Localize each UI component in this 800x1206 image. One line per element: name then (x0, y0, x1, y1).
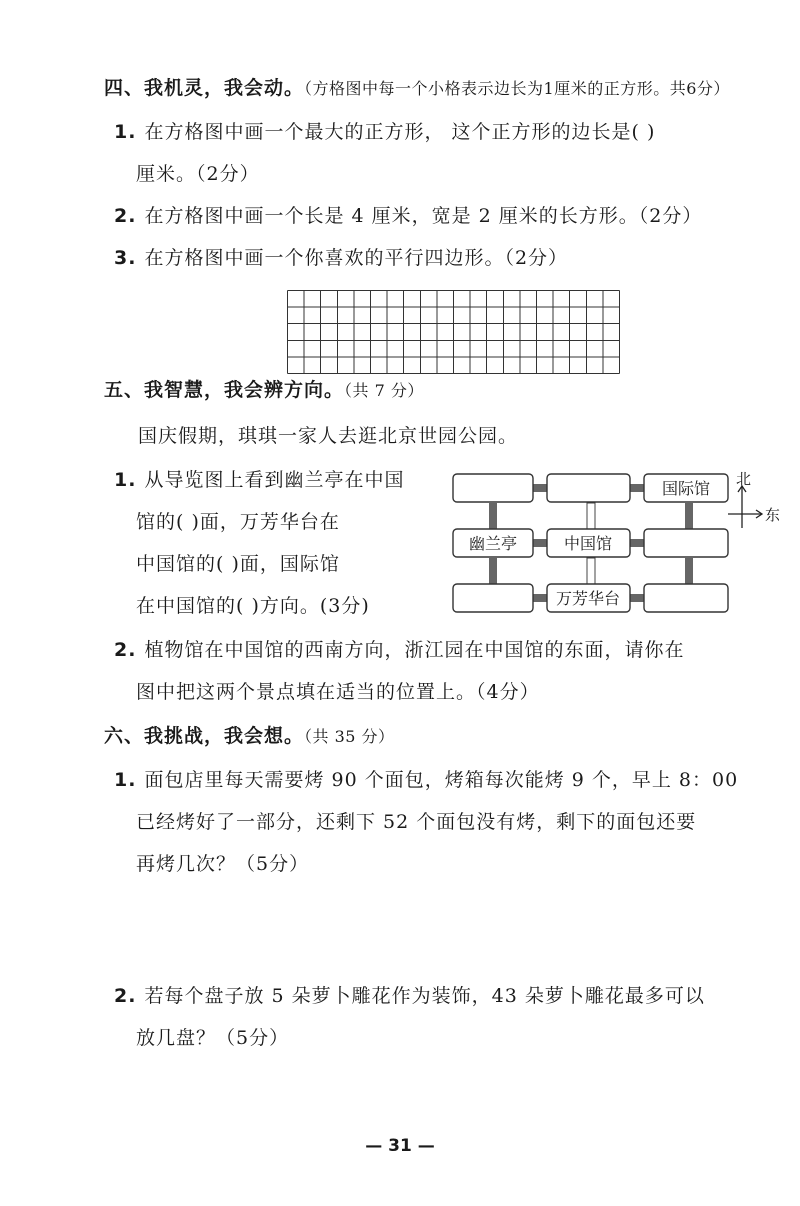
path-v (489, 503, 497, 530)
s4-q3-number: 3. (114, 247, 137, 269)
label-international-pavilion: 国际馆 (661, 479, 711, 498)
path-h (630, 594, 644, 602)
s5-q2 (114, 636, 684, 664)
s4-q1-number: 1. (114, 121, 137, 143)
section6-note: （共 35 分） (304, 727, 395, 746)
s6-q1-text-2: 已经烤好了一部分，还剩下 52 个面包没有烤，剩下的面包还要 (136, 811, 697, 833)
section6-header (104, 722, 395, 751)
s6-q2-number: 2. (114, 985, 137, 1007)
s5-intro: 国庆假期，琪琪一家人去逛北京世园公园。 (138, 425, 519, 447)
path-h (630, 484, 644, 492)
location-box (644, 584, 728, 612)
square-grid[interactable] (287, 290, 621, 376)
section6-title: 六、我挑战，我会想。 (104, 725, 305, 747)
s5-q1-text-3: 中国馆的( )面，国际馆 (136, 553, 340, 575)
section4-title: 四、我机灵，我会动。 (104, 77, 305, 99)
section5-title: 五、我智慧，我会辨方向。 (104, 379, 345, 401)
path-h (630, 539, 644, 547)
label-china-pavilion: 中国馆 (563, 534, 613, 553)
path-v (685, 503, 693, 530)
section4-header (104, 74, 730, 103)
s5-q1-text-1: 从导览图上看到幽兰亭在中国 (144, 469, 405, 491)
s6-q2-text-2: 放几盘？（5分） (136, 1027, 290, 1049)
location-box (547, 474, 630, 502)
s4-q1-text-2: 厘米。（2分） (136, 163, 260, 185)
section4-note: （方格图中每一个小格表示边长为1厘米的正方形。共6分） (304, 79, 730, 98)
s4-q1 (114, 118, 655, 146)
compass-north-label: 北 (736, 470, 752, 488)
path-h (533, 594, 547, 602)
location-box (644, 529, 728, 557)
section5-header (104, 376, 424, 405)
s5-q1-number: 1. (114, 469, 137, 491)
s6-q1-number: 1. (114, 769, 137, 791)
s4-q1-text-1: 在方格图中画一个最大的正方形， 这个正方形的边长是( ) (144, 121, 656, 143)
path-v (489, 558, 497, 585)
page-number: — 31 — (365, 1136, 435, 1156)
section5-note: （共 7 分） (344, 381, 424, 400)
s6-q2-text-1: 若每个盘子放 5 朵萝卜雕花作为装饰，43 朵萝卜雕花最多可以 (144, 985, 705, 1007)
s5-q1-text-4: 在中国馆的( )方向。(3分) (136, 595, 370, 617)
location-box (453, 474, 533, 502)
s6-q1-text-1: 面包店里每天需要烤 90 个面包，烤箱每次能烤 9 个，早上 8：00 (144, 769, 739, 791)
path-h (533, 539, 547, 547)
s6-q2 (114, 982, 705, 1010)
compass-east-label: 东 (765, 506, 781, 524)
s5-q2-number: 2. (114, 639, 137, 661)
s5-q2-text-2: 图中把这两个景点填在适当的位置上。（4分） (136, 681, 540, 703)
s4-q3-text: 在方格图中画一个你喜欢的平行四边形。（2分） (144, 247, 569, 269)
s5-q1 (114, 466, 404, 494)
guide-map (450, 468, 786, 618)
label-wanfang-terrace: 万芳华台 (555, 589, 621, 608)
s4-q2-text: 在方格图中画一个长是 4 厘米，宽是 2 厘米的长方形。（2分） (144, 205, 703, 227)
path-h (533, 484, 547, 492)
s4-q2 (114, 202, 702, 230)
s4-q2-number: 2. (114, 205, 137, 227)
s5-q1-text-2: 馆的( )面，万芳华台在 (136, 511, 340, 533)
label-youlan-pavilion: 幽兰亭 (468, 534, 518, 553)
s4-q3 (114, 244, 568, 272)
s5-q2-text-1: 植物馆在中国馆的西南方向，浙江园在中国馆的东面，请你在 (144, 639, 685, 661)
s6-q1-text-3: 再烤几次？（5分） (136, 853, 310, 875)
s6-q1 (114, 766, 738, 794)
path-v (685, 558, 693, 585)
compass-icon (728, 486, 762, 528)
location-box (453, 584, 533, 612)
